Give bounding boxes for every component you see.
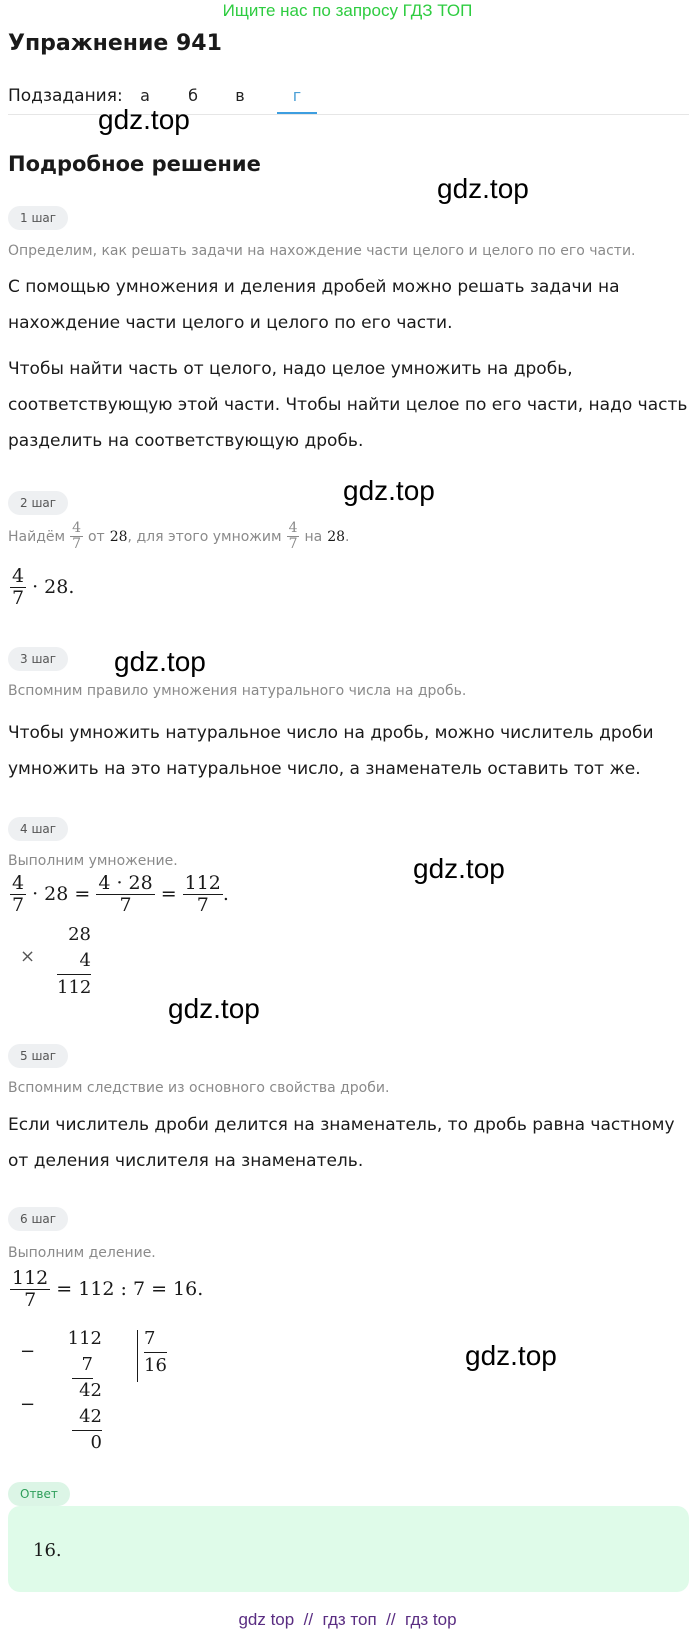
step-hint: Выполним умножение. [8, 853, 178, 869]
fraction [10, 566, 26, 609]
division-subtrahend: 42 [72, 1404, 102, 1431]
step-hint: Определим, как решать задачи на нахождение части целого и целого по его части. [8, 243, 636, 259]
watermark: gdz.top [413, 853, 505, 884]
tab-subtask-a[interactable]: а [140, 86, 150, 105]
step-paragraph: Чтобы найти часть от целого, надо целое умножить на дробь, соответствующую этой части. Чтобы найти целое по его части, надо часть разделить на соответствующую дробь. [8, 359, 688, 451]
fraction [287, 521, 300, 553]
fraction-numerator: 4 [72, 520, 81, 536]
watermark: gdz.top [343, 475, 435, 506]
tab-subtask-g[interactable]: г [292, 86, 302, 105]
hint-text: , для этого умножим [127, 528, 282, 545]
answer-badge: Ответ [8, 1482, 70, 1506]
watermark: gdz.top [114, 646, 206, 677]
tab-subtask-v[interactable]: в [235, 86, 245, 105]
step-hint: Вспомним следствие из основного свойства дроби. [8, 1080, 390, 1096]
watermark: gdz.top [98, 104, 190, 135]
watermark: gdz.top [465, 1340, 557, 1371]
expression-end: . [222, 883, 229, 906]
fraction [10, 873, 26, 916]
column-multiplication [57, 922, 91, 1001]
division-subtrahend: 7 [72, 1352, 93, 1379]
step-badge: 2 шаг [8, 491, 68, 515]
fraction-denominator: 7 [119, 893, 132, 916]
fraction-denominator: 7 [72, 536, 81, 553]
step-badge: 4 шаг [8, 817, 68, 841]
fraction-denominator: 7 [288, 536, 298, 553]
step-badge: 1 шаг [8, 206, 68, 230]
long-division-dividend [62, 1326, 102, 1352]
math-expression [10, 566, 74, 609]
hint-number: 28 [109, 528, 128, 545]
watermark: gdz.top [437, 173, 529, 204]
division-remainder: 0 [90, 1432, 102, 1453]
hint-text: Найдём [8, 528, 66, 545]
column-result: 112 [57, 977, 92, 998]
expression-operator: = [160, 883, 177, 906]
tab-subtask-b[interactable]: б [188, 86, 198, 105]
hint-text: . [345, 528, 350, 545]
fraction [70, 521, 83, 553]
fraction-numerator: 4 · 28 [98, 872, 153, 894]
step-badge: 3 шаг [8, 647, 68, 671]
hint-number: 28 [327, 528, 346, 545]
search-hint-banner: Ищите нас по запросу ГДЗ ТОП [222, 1, 473, 20]
hint-text: от [87, 528, 105, 545]
multiply-sign: × [20, 946, 36, 967]
step-paragraph: С помощью умножения и деления дробей можно решать задачи на нахождение части целого и целого по его части. [8, 277, 620, 333]
fraction-numerator: 4 [12, 565, 25, 587]
expression-tail: = 112 : 7 = 16. [56, 1278, 204, 1301]
footer-links[interactable]: gdz top // гдз топ // гдз top [238, 1610, 457, 1629]
fraction-denominator: 7 [12, 586, 25, 609]
fraction-numerator: 112 [184, 872, 221, 894]
fraction [96, 873, 154, 916]
fraction-denominator: 7 [12, 893, 25, 916]
page-title: Упражнение 941 [8, 31, 222, 56]
answer-value: 16. [33, 1540, 62, 1561]
division-divisor-block [144, 1326, 167, 1379]
step-paragraph: Чтобы умножить натуральное число на дробь, можно числитель дроби умножить на это натуральное число, а знаменатель оставить тот же. [8, 723, 654, 779]
step-paragraph: Если числитель дроби делится на знаменатель, то дробь равна частному от деления числителя на знаменатель. [8, 1115, 675, 1171]
minus-sign: − [20, 1341, 36, 1362]
hint-text: на [304, 528, 323, 545]
subtasks-label: Подзадания: [8, 86, 123, 106]
column-operand: 28 [68, 924, 91, 945]
fraction-denominator: 7 [196, 893, 209, 916]
step-hint: Выполним деление. [8, 1245, 156, 1261]
minus-sign: − [20, 1394, 36, 1415]
step-badge: 6 шаг [8, 1207, 68, 1231]
division-divisor: 7 [144, 1326, 167, 1353]
step-hint: Вспомним правило умножения натурального числа на дробь. [8, 683, 467, 699]
division-quotient: 16 [144, 1355, 167, 1376]
step-badge: 5 шаг [8, 1044, 68, 1068]
fraction [183, 873, 223, 916]
math-expression [10, 873, 229, 916]
division-bar [137, 1330, 138, 1382]
watermark: gdz.top [168, 993, 260, 1024]
fraction-numerator: 112 [12, 1267, 49, 1289]
step-hint [8, 521, 350, 553]
column-operand: 4 [57, 948, 91, 975]
math-expression [10, 1268, 203, 1311]
section-title: Подробное решение [8, 152, 261, 176]
fraction-denominator: 7 [24, 1288, 37, 1311]
answer-box [8, 1506, 689, 1592]
fraction-numerator: 4 [288, 520, 298, 536]
division-dividend: 112 [67, 1328, 102, 1349]
division-remainder: 42 [79, 1380, 102, 1401]
fraction-numerator: 4 [12, 872, 25, 894]
fraction [10, 1268, 50, 1311]
expression-tail: · 28. [32, 576, 75, 599]
expression-operator: · 28 = [32, 883, 91, 906]
